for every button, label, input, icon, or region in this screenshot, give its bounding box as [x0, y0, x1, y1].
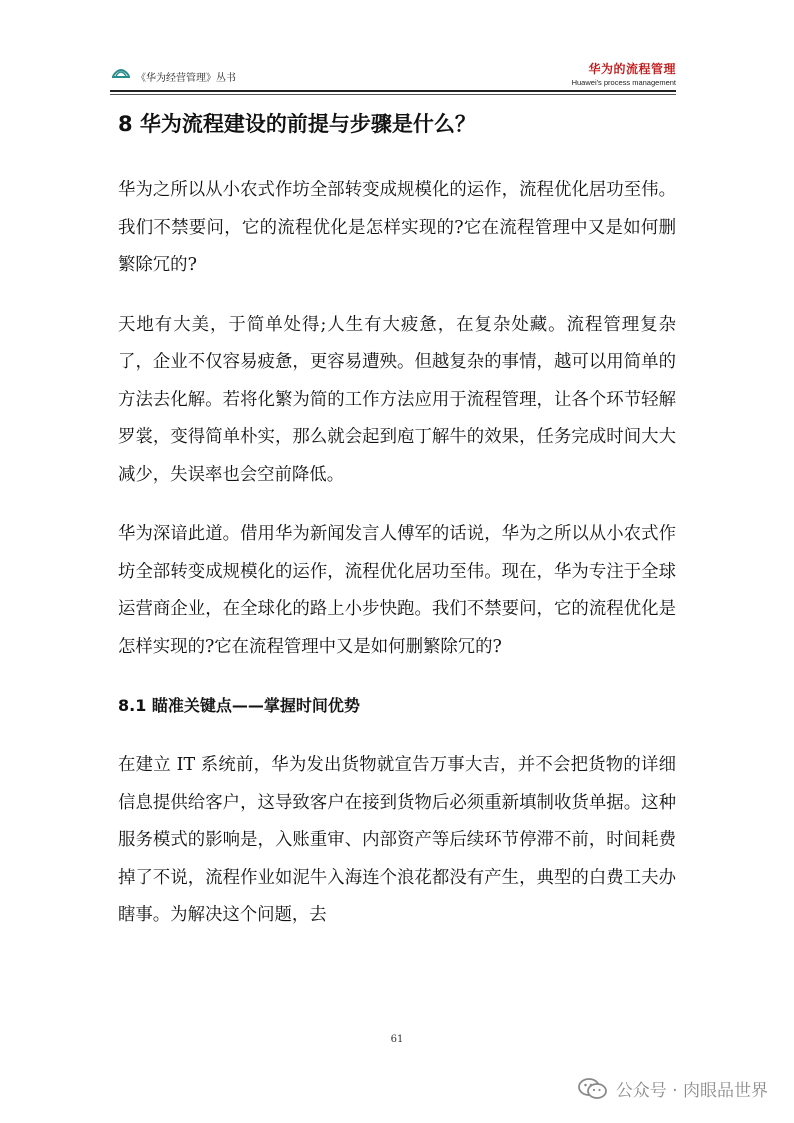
book-title: 华为的流程管理	[588, 62, 676, 76]
paragraph-3: 华为深谙此道。借用华为新闻发言人傅军的话说，华为之所以从小农式作坊全部转变成规模化的运作，流程优化居功至伟。现在，华为专注于全球运营商企业，在全球化的路上小步快跑。我们不禁要问，它的流程优化是怎样实现的?它在流程管理中又是如何删繁除冗的?	[118, 524, 676, 657]
page-number: 61	[390, 1034, 404, 1045]
paragraph-1: 华为之所以从小农式作坊全部转变成规模化的运作，流程优化居功至伟。我们不禁要问，它的流程优化是怎样实现的?它在流程管理中又是如何删繁除冗的?	[118, 180, 676, 275]
chapter-title: 8 华为流程建设的前提与步骤是什么？	[118, 112, 476, 136]
header-rule-thin	[110, 94, 676, 95]
watermark	[578, 1076, 768, 1101]
section-paragraph: 在建立 IT 系统前，华为发出货物就宣告万事大吉，并不会把货物的详细信息提供给客户，这导致客户在接到货物后必须重新填制收货单据。这种服务模式的影响是，入账重审、内部资产等后续环节停滞不前，时间耗费掉了不说，流程作业如泥牛入海连个浪花都没有产生，典型的白费工夫办瞎事。为解决这个问题，去	[118, 755, 676, 925]
paragraph-2: 天地有大美，于简单处得;人生有大疲惫，在复杂处藏。流程管理复杂了，企业不仅容易疲惫，更容易遭殃。但越复杂的事情，越可以用简单的方法去化解。若将化繁为简的工作方法应用于流程管理，让各个环节轻解罗裳，变得简单朴实，那么就会起到庖丁解牛的效果，任务完成时间大大减少，失误率也会空前降低。	[118, 314, 676, 485]
header-rule-thick	[110, 90, 676, 92]
header-series	[110, 62, 236, 84]
publisher-logo-icon	[110, 62, 132, 84]
section-title: 8.1 瞄准关键点——掌握时间优势	[118, 696, 360, 715]
wechat-icon	[578, 1077, 608, 1101]
book-title-en: Huawei's process management	[571, 78, 676, 87]
page-header	[110, 52, 676, 90]
page-body	[118, 104, 676, 935]
series-title: 《华为经营管理》丛书	[136, 73, 236, 84]
header-book	[572, 60, 676, 87]
watermark-text: 公众号 · 肉眼品世界	[615, 1081, 768, 1101]
